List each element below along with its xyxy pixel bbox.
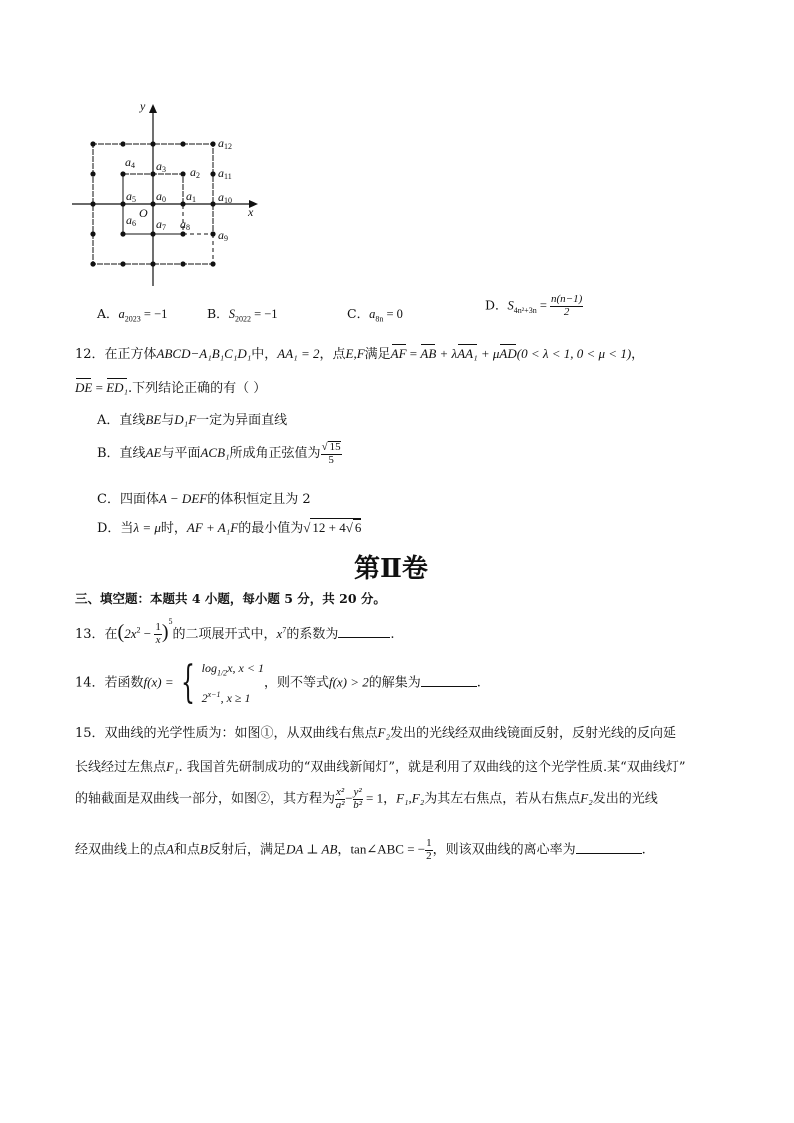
lattice-point: [180, 201, 185, 206]
lattice-point: [120, 141, 125, 146]
lattice-point: [120, 201, 125, 206]
q12-stem-line2: DE = ED₁.下列结论正确的有（ ）: [75, 380, 267, 396]
label-a6: a6: [126, 213, 136, 228]
label-a4: a4: [125, 155, 135, 170]
q13: 13．在($2x^2$ − $\frac{1}{x}$ )$^5$的二项展开式中，$x^7$的系数为 .: [75, 617, 395, 646]
q11-option-d: D．$S_{4n^2+3n}$ = $\frac{n(n-1)}{2}$: [485, 293, 583, 318]
lattice-point: [120, 231, 125, 236]
lattice-point: [180, 171, 185, 176]
q12-stem-line1: 12．在正方体ABCD−A₁B₁C₁D₁中，AA₁ = 2，点E,F满足AF = AB + λAA₁ + μAD(0 < λ < 1, 0 < μ < 1)，: [75, 346, 645, 362]
label-a9: a9: [218, 228, 228, 243]
q15-line4: 经双曲线上的点A和点B反射后，满足DA ⊥ AB，tan∠ABC = − $\frac{1}{2}$ ，则该双曲线的离心率为 .: [75, 837, 646, 862]
label-a1: a1: [186, 189, 196, 204]
lattice-point: [180, 141, 185, 146]
q11-option-b: B．$S_{2022} = -1$: [207, 306, 278, 324]
lattice-point: [150, 141, 155, 146]
lattice-point: [180, 231, 185, 236]
lattice-point: [120, 261, 125, 266]
lattice-point: [90, 201, 95, 206]
axis-y-label: y: [140, 99, 146, 113]
q15-line1: 15．双曲线的光学性质为：如图①，从双曲线右焦点F₂发出的光线经双曲线镜面反射，反射光线的反向延: [75, 725, 677, 741]
part2-title: 第Ⅱ卷: [354, 554, 428, 584]
label-a12: a12: [218, 136, 232, 151]
label-a5: a5: [126, 189, 136, 204]
lattice-point: [210, 231, 215, 236]
origin-label: O: [139, 206, 148, 220]
lattice-point: [90, 171, 95, 176]
q14: 14．若函数f(x) = { $\log_{1/2}x$, x < 1 $2^{x-1}$, x ≥ 1 ，则不等式f(x) > 2的解集为 .: [75, 657, 481, 709]
lattice-point: [150, 261, 155, 266]
q11-option-c: C．$a_{8n} = 0$: [347, 306, 403, 324]
q12-option-a: A．直线BE与D₁F一定为异面直线: [97, 412, 288, 428]
lattice-point: [150, 171, 155, 176]
q15-line3: 的轴截面是双曲线一部分，如图②，其方程为 $\frac{\text{x²}}{\text{a²}}$ − $\frac{\text{y²}}{\text{b²}}$ = 1，F₁,F₂为其左右焦点，若从右焦点F₂发出的光线: [75, 786, 658, 811]
label-a3: a3: [156, 159, 166, 174]
lattice-point: [180, 261, 185, 266]
label-a0: a0: [156, 189, 166, 204]
lattice-point: [120, 171, 125, 176]
q11-option-a: A．$a_{2023} = -1$: [97, 306, 168, 324]
label-a7: a7: [156, 217, 166, 232]
lattice-figure: [60, 96, 270, 291]
y-arrow: [149, 104, 157, 113]
lattice-point: [210, 171, 215, 176]
q15-line2: 长线经过左焦点F₁. 我国首先研制成功的“双曲线新闻灯”，就是利用了双曲线的这个光学性质.某“双曲线灯”: [75, 759, 686, 775]
axis-x-label: x: [248, 205, 254, 219]
lattice-point: [210, 201, 215, 206]
label-a8: a8: [180, 217, 190, 232]
label-a10: a10: [218, 190, 232, 205]
lattice-point: [210, 141, 215, 146]
q12-option-d: D．当λ = μ时，AF + A₁F的最小值为√ 12 + 4√ 6: [97, 520, 362, 536]
label-a11: a11: [218, 166, 232, 181]
lattice-point: [150, 201, 155, 206]
q12-option-b: B．直线AE与平面ACB₁所成角正弦值为 $\frac{√ 15}{5}$: [97, 441, 341, 466]
lattice-point: [150, 231, 155, 236]
lattice-point: [90, 231, 95, 236]
section-heading: 三、填空题：本题共 4 小题，每小题 5 分，共 20 分。: [75, 591, 386, 606]
label-a2: a2: [190, 165, 200, 180]
lattice-point: [210, 261, 215, 266]
q12-option-c: C．四面体A − DEF的体积恒定且为 2: [97, 491, 311, 507]
lattice-point: [90, 261, 95, 266]
lattice-point: [90, 141, 95, 146]
